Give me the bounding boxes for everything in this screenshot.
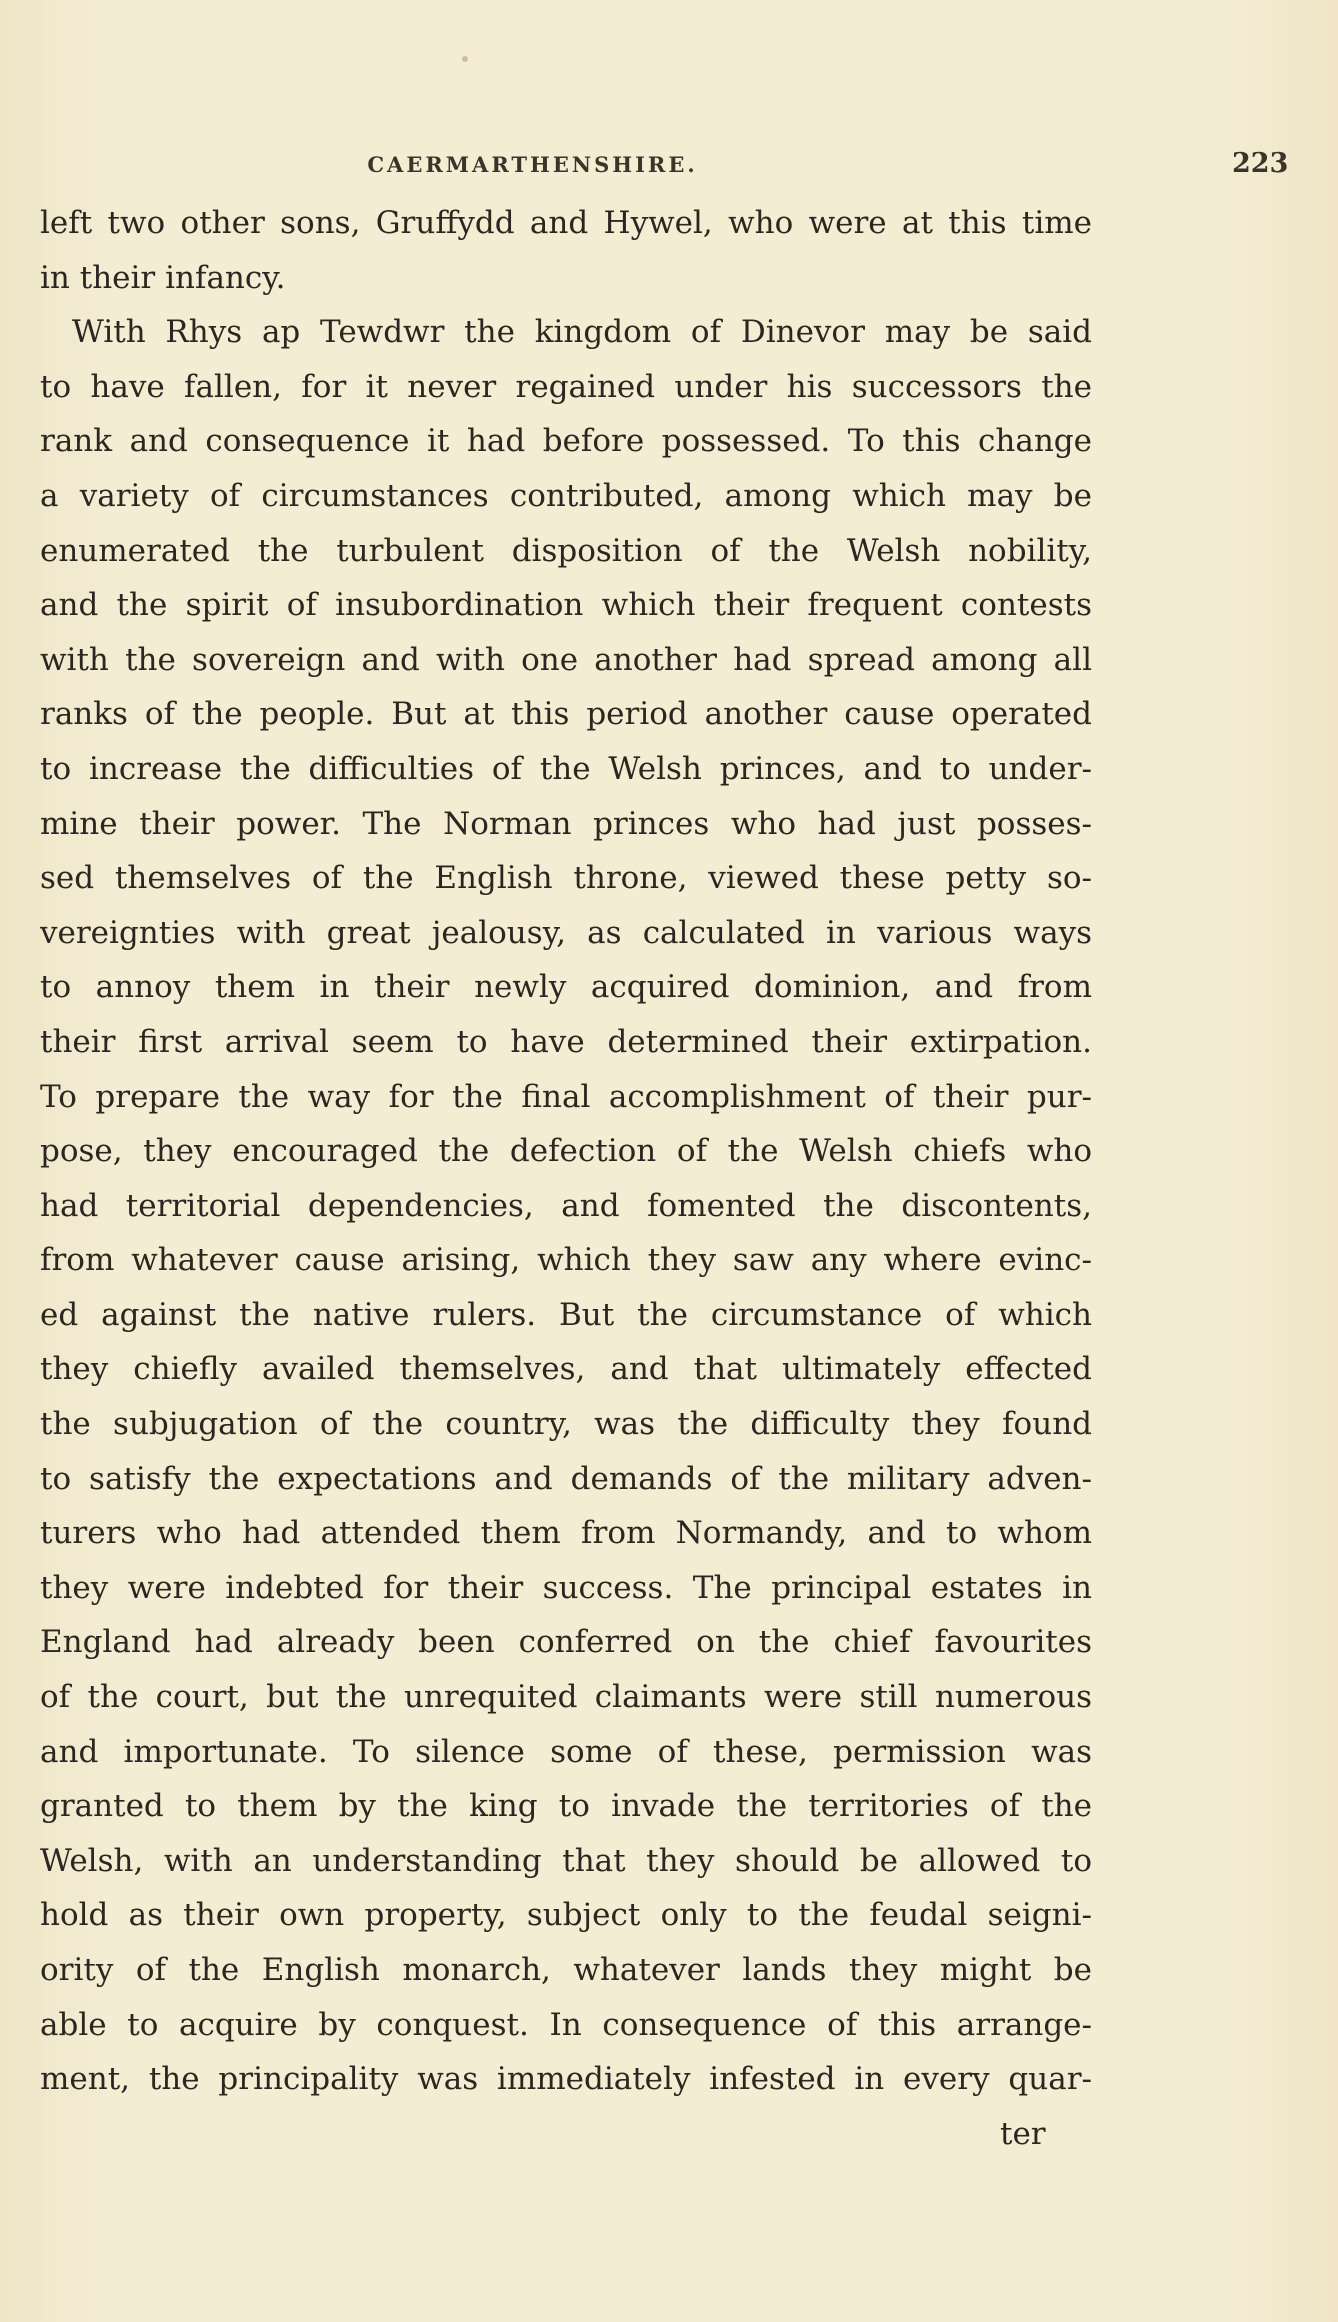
text-line: in their infancy. (40, 259, 286, 296)
running-head: CAERMARTHENSHIRE. (367, 152, 698, 177)
text-line: left two other sons, Gruffydd and Hywel, who were at this time (40, 205, 1092, 241)
text-line: they were indebted for their success. The principal estates in (40, 1569, 1092, 1606)
text-line: With Rhys ap Tewdwr the kingdom of Dinevor may be said (72, 314, 1092, 351)
text-line: sed themselves of the English throne, viewed these petty so- (40, 860, 1092, 897)
text-line: the subjugation of the country, was the difficulty they found (40, 1406, 1092, 1443)
text-line: with the sovereign and with one another had spread among all (40, 641, 1092, 678)
text-line: to satisfy the expectations and demands of the military adven- (40, 1460, 1092, 1497)
body-text (40, 196, 1092, 2161)
text-line: ranks of the people. But at this period another cause operated (40, 696, 1092, 733)
text-line: from whatever cause arising, which they saw any where evinc- (40, 1242, 1092, 1279)
text-line: and importunate. To silence some of these, permission was (40, 1733, 1092, 1770)
text-line: mine their power. The Norman princes who had just posses- (40, 805, 1092, 842)
text-line: granted to them by the king to invade the territories of the (40, 1788, 1092, 1825)
text-line: to annoy them in their newly acquired dominion, and from (40, 969, 1092, 1006)
text-line: able to acquire by conquest. In consequence of this arrange- (40, 2006, 1092, 2043)
text-line: pose, they encouraged the defection of the Welsh chiefs who (40, 1133, 1092, 1170)
text-line: to have fallen, for it never regained under his successors the (40, 368, 1092, 405)
text-line: vereignties with great jealousy, as calculated in various ways (40, 914, 1092, 951)
text-line: had territorial dependencies, and fomented the discontents, (40, 1187, 1092, 1224)
text-line: enumerated the turbulent disposition of the Welsh nobility, (40, 532, 1092, 569)
text-line: of the court, but the unrequited claimants were still numerous (40, 1679, 1092, 1716)
catchword: ter (1000, 2115, 1046, 2152)
text-line: their first arrival seem to have determined their extirpation. (40, 1023, 1092, 1060)
text-line: and the spirit of insubordination which their frequent contests (40, 587, 1092, 624)
text-line: they chiefly availed themselves, and that ultimately effected (40, 1351, 1092, 1388)
text-line: ment, the principality was immediately infested in every quar- (40, 2061, 1092, 2098)
text-line: rank and consequence it had before possessed. To this change (40, 423, 1092, 460)
text-line: To prepare the way for the final accomplishment of their pur- (40, 1078, 1092, 1115)
text-line: ority of the English monarch, whatever lands they might be (40, 1952, 1092, 1988)
text-line: to increase the difficulties of the Welsh princes, and to under- (40, 750, 1092, 787)
text-line: England had already been conferred on the chief favourites (40, 1624, 1092, 1661)
text-line: ed against the native rulers. But the circumstance of which (40, 1296, 1092, 1333)
text-line: a variety of circumstances contributed, among which may be (40, 477, 1092, 514)
text-line: hold as their own property, subject only to the feudal seigni- (40, 1897, 1092, 1934)
text-line: turers who had attended them from Normandy, and to whom (40, 1515, 1092, 1552)
text-line: Welsh, with an understanding that they should be allowed to (40, 1842, 1092, 1879)
page-number: 223 (1232, 148, 1289, 179)
paper-speck (462, 56, 468, 62)
